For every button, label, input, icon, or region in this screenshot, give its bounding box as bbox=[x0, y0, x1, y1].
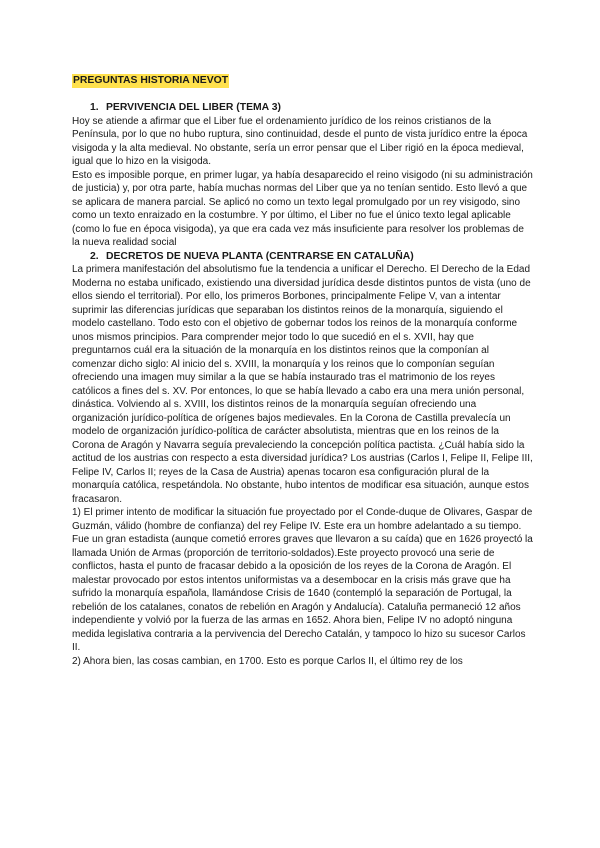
section-1-number: 1. bbox=[90, 102, 99, 113]
section-2-number: 2. bbox=[90, 250, 99, 262]
section-1-paragraph: Hoy se atiende a afirmar que el Liber fue el ordenamiento jurídico de los reinos cristianos de la Península, por lo que no hubo ruptura, sino continuidad, desde el punto de vista jurídico entre la época visigoda y la alta medieval. No obstante, sería un error pensar que el Liber rigió en la época medieval, igual que lo hizo en la visigoda. bbox=[72, 115, 528, 167]
document-page bbox=[72, 70, 534, 668]
section-2-heading-text: DECRETOS DE NUEVA PLANTA (CENTRARSE EN CATALUÑA) bbox=[106, 250, 414, 262]
section-1-paragraph: Esto es imposible porque, en primer lugar, ya había desaparecido el reino visigodo (ni su administración de justicia) y, por otra parte, había muchas normas del Liber que ya no tenían sentido. Esto llevó a que se aplicara de manera parcial. Se aplicó no como un texto legal promulgado por un rey visigodo, sino como un texto enraizado en la costumbre. Y por último, el Liber no fue el único texto legal aplicable (como lo fue en época visigoda), ya que era cada vez más insuficiente para resolver los problemas de la nueva realidad social bbox=[72, 169, 533, 248]
document-title: PREGUNTAS HISTORIA NEVOT bbox=[73, 75, 229, 86]
section-1-heading bbox=[72, 101, 534, 115]
section-1-heading-text: PERVIVENCIA DEL LIBER (TEMA 3) bbox=[106, 102, 281, 113]
section-2-heading bbox=[72, 250, 534, 264]
section-2-paragraph: 1) El primer intento de modificar la situación fue proyectado por el Conde-duque de Olivares, Gaspar de Guzmán, válido (hombre de confianza) del rey Felipe IV. Este era un hombre adelantado a su tiempo. Fue un gran estadista (aunque cometió errores graves que llevaron a su caída) que en 1626 proyectó la llamada Unión de Armas (proporción de territorio-soldados).Este proyecto provocó una serie de conflictos, hasta el punto de fracasar debido a la oposición de los reyes de la Corona de Aragón. El malestar provocado por estos intentos uniformistas va a desembocar en la crisis más grave que ha sufrido la monarquía española, llamándose Crisis de 1640 (contempló la separación de Portugal, la rebelión de los catalanes, conatos de rebelión en Aragón y Andalucía). Cataluña permaneció 12 años independiente y volvió por la fuerza de las armas en 1652. Ahora bien, Felipe IV no adoptó ninguna medida legislativa contraria a la pervivencia del Derecho Catalán, y tampoco lo hizo su sucesor Carlos II. bbox=[72, 507, 533, 653]
section-2-paragraph: La primera manifestación del absolutismo fue la tendencia a unificar el Derecho. El Derecho de la Edad Moderna no estaba unificado, existiendo una diversidad jurídica desde distintos puntos de vista (uno de ellos siendo el territorial). Por ello, los primeros Borbones, principalmente Felipe V, van a intentar suprimir las diferencias jurídicas que separaban los distintos reinos de la monarquía, siguiendo el modelo castellano. Todo esto con el objetivo de gobernar todos los reinos de la monarquía conforme unos mismos principios. Para comprender mejor todo lo que sucedió en el s. XVII, hay que preguntarnos cuál era la situación de la monarquía en los distintos reinos que la componían al comenzar dicho siglo: Al inicio del s. XVIII, la monarquía y los reinos que lo componían seguían ofreciendo una imagen muy similar a la que se había instaurado tras el matrimonio de los reyes católicos a fines del s. XV. Por entonces, lo que se había llevado a cabo era una mera unión personal, dinástica. Volviendo al s. XVIII, los distintos reinos de la monarquía seguían ofreciendo una organización jurídico-política de orígenes bajos medievales. En la Corona de Castilla prevalecía un modelo de organización jurídico-política de carácter absolutista, mientras que en los reinos de la Corona de Aragón y Navarra seguía prevaleciendo la concepción política pactista. ¿Cuál había sido la actitud de los austrias con respecto a esta diversidad jurídica? Los austrias (Carlos I, Felipe II, Felipe III, Felipe IV, Carlos II; reyes de la Casa de Austria) apenas tocaron esa configuración plural de la monarquía católica, respetándola. No obstante, hubo intentos de modificar esa situación, aunque estos fracasaron. bbox=[72, 264, 533, 505]
section-2-paragraph: 2) Ahora bien, las cosas cambian, en 1700. Esto es porque Carlos II, el último rey de los bbox=[72, 655, 463, 667]
